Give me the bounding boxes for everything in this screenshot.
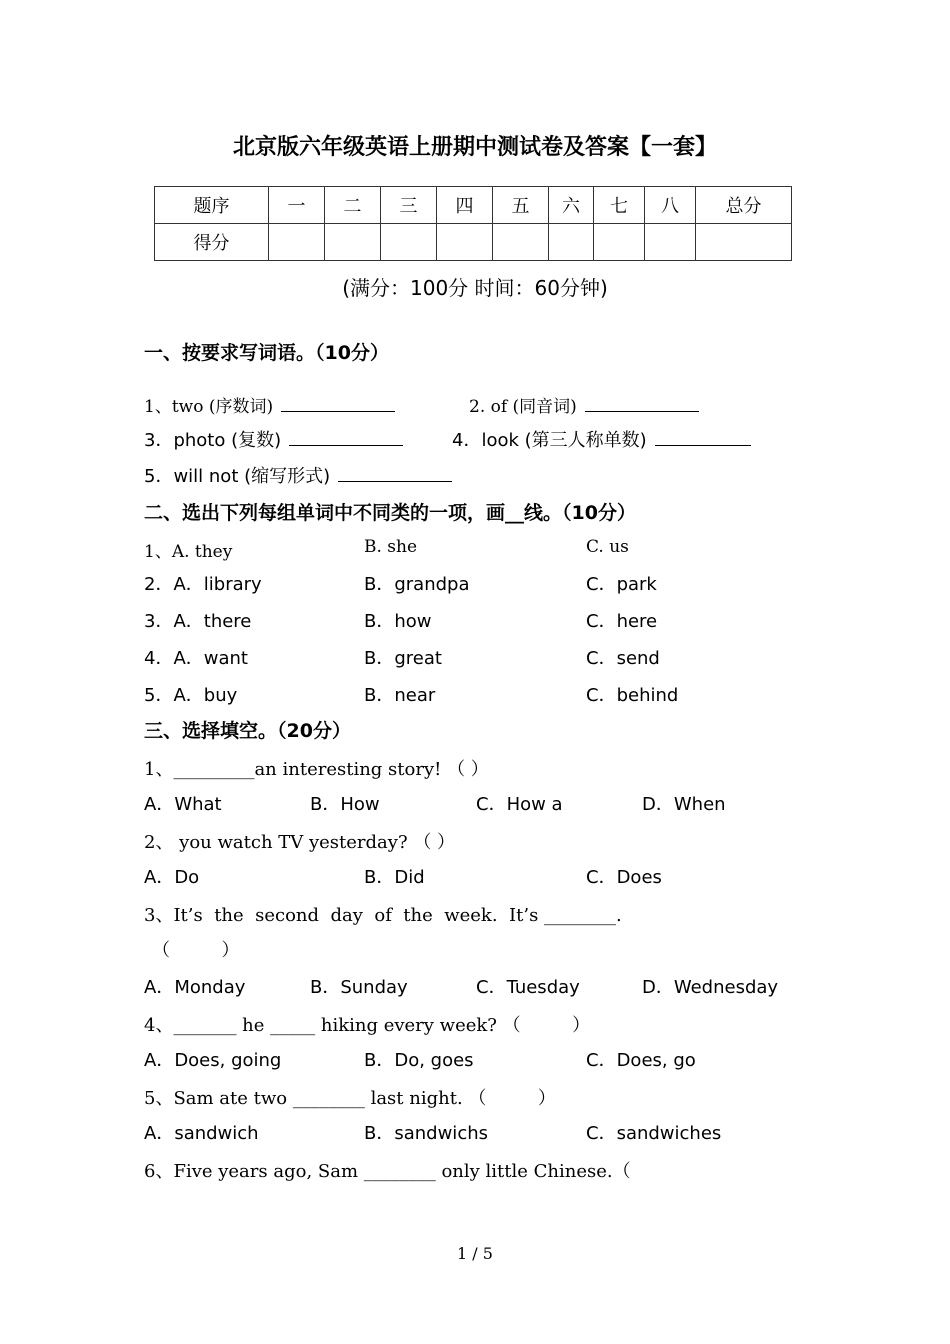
answer-blank[interactable] (289, 427, 403, 446)
table-cell: 一 (269, 187, 325, 224)
option-b[interactable]: B．Sunday (310, 977, 408, 998)
choice-option[interactable]: B．great (364, 648, 442, 669)
question-1-5 (144, 462, 452, 488)
question-text: 3．photo (复数) (144, 430, 282, 451)
score-entry-cell[interactable] (549, 224, 594, 261)
question-text: 5．will not (缩写形式) (144, 466, 331, 487)
choice-option[interactable]: C．park (586, 574, 657, 595)
choice-option[interactable]: B．near (364, 685, 436, 706)
question-1-4 (452, 426, 751, 452)
option-c[interactable]: C．Does, go (586, 1050, 696, 1071)
answer-blank[interactable] (585, 393, 699, 412)
question-1-1 (144, 392, 395, 417)
score-entry-cell[interactable] (381, 224, 437, 261)
table-cell: 二 (325, 187, 381, 224)
option-c[interactable]: C．How a (476, 794, 563, 815)
option-a[interactable]: A．Monday (144, 977, 246, 998)
table-cell: 八 (645, 187, 696, 224)
section2-heading: 二、选出下列每组单词中不同类的一项，画__线。（10分） (144, 502, 636, 524)
score-entry-cell[interactable] (269, 224, 325, 261)
question-3-4: 4、_______ he _____ hiking every week? （ ） (144, 1015, 591, 1036)
exam-meta: (满分：100分 时间：60分钟) (342, 276, 608, 300)
table-cell: 六 (549, 187, 594, 224)
option-d[interactable]: D．Wednesday (642, 977, 779, 998)
question-text: 1、two (序数词) (144, 397, 274, 417)
question-3-3-paren: （ ） (152, 940, 240, 961)
choice-option[interactable]: C．behind (586, 685, 679, 706)
choice-option[interactable]: B．how (364, 611, 432, 632)
option-b[interactable]: B．Did (364, 867, 425, 888)
table-cell: 三 (381, 187, 437, 224)
score-entry-cell[interactable] (493, 224, 549, 261)
choice-option[interactable]: 1、A. they (144, 542, 233, 562)
score-entry-cell[interactable] (645, 224, 696, 261)
option-a[interactable]: A．What (144, 794, 222, 815)
question-3-1: 1、_________an interesting story! （ ） (144, 759, 489, 780)
table-cell: 五 (493, 187, 549, 224)
question-3-6: 6、Five years ago, Sam ________ only little Chinese.（ (144, 1161, 631, 1182)
score-table-score-row (155, 224, 792, 261)
choice-option[interactable]: B. she (364, 537, 418, 557)
option-c[interactable]: C．Does (586, 867, 662, 888)
option-a[interactable]: A．sandwich (144, 1123, 259, 1144)
section3-heading: 三、选择填空。（20分） (144, 720, 351, 742)
choice-option[interactable]: C．send (586, 648, 660, 669)
choice-option[interactable]: 4．A．want (144, 648, 248, 669)
choice-option[interactable]: C．here (586, 611, 658, 632)
question-3-2: 2、 you watch TV yesterday? （ ） (144, 832, 456, 853)
choice-option[interactable]: 5．A．buy (144, 685, 238, 706)
score-entry-cell[interactable] (594, 224, 645, 261)
table-cell: 总分 (696, 187, 792, 224)
table-cell: 四 (437, 187, 493, 224)
question-3-5: 5、Sam ate two ________ last night. （ ） (144, 1088, 556, 1109)
page-number: 1 / 5 (457, 1244, 493, 1263)
option-c[interactable]: C．Tuesday (476, 977, 580, 998)
score-entry-cell[interactable] (696, 224, 792, 261)
score-table-header-row (155, 187, 792, 224)
choice-option[interactable]: B．grandpa (364, 574, 470, 595)
option-b[interactable]: B．How (310, 794, 380, 815)
score-table (154, 186, 792, 261)
choice-option[interactable]: 2．A．library (144, 574, 262, 595)
question-1-2 (469, 392, 699, 417)
option-a[interactable]: A．Do (144, 867, 200, 888)
table-cell: 题序 (155, 187, 269, 224)
option-d[interactable]: D．When (642, 794, 726, 815)
answer-blank[interactable] (281, 393, 395, 412)
answer-blank[interactable] (655, 427, 751, 446)
table-cell: 七 (594, 187, 645, 224)
choice-option[interactable]: 3．A．there (144, 611, 252, 632)
score-entry-cell[interactable] (437, 224, 493, 261)
table-cell: 得分 (155, 224, 269, 261)
option-b[interactable]: B．sandwichs (364, 1123, 488, 1144)
section1-heading: 一、按要求写词语。（10分） (144, 342, 389, 364)
question-3-3: 3、It’s the second day of the week. It’s ________. (144, 905, 622, 926)
option-b[interactable]: B．Do, goes (364, 1050, 474, 1071)
page-title: 北京版六年级英语上册期中测试卷及答案【一套】 (232, 135, 717, 160)
choice-option[interactable]: C. us (586, 537, 629, 557)
question-text: 2. of (同音词) (469, 397, 577, 417)
question-text: 4．look (第三人称单数) (452, 430, 647, 451)
option-c[interactable]: C．sandwiches (586, 1123, 722, 1144)
option-a[interactable]: A．Does, going (144, 1050, 282, 1071)
score-entry-cell[interactable] (325, 224, 381, 261)
question-1-3 (144, 426, 403, 452)
answer-blank[interactable] (338, 463, 452, 482)
